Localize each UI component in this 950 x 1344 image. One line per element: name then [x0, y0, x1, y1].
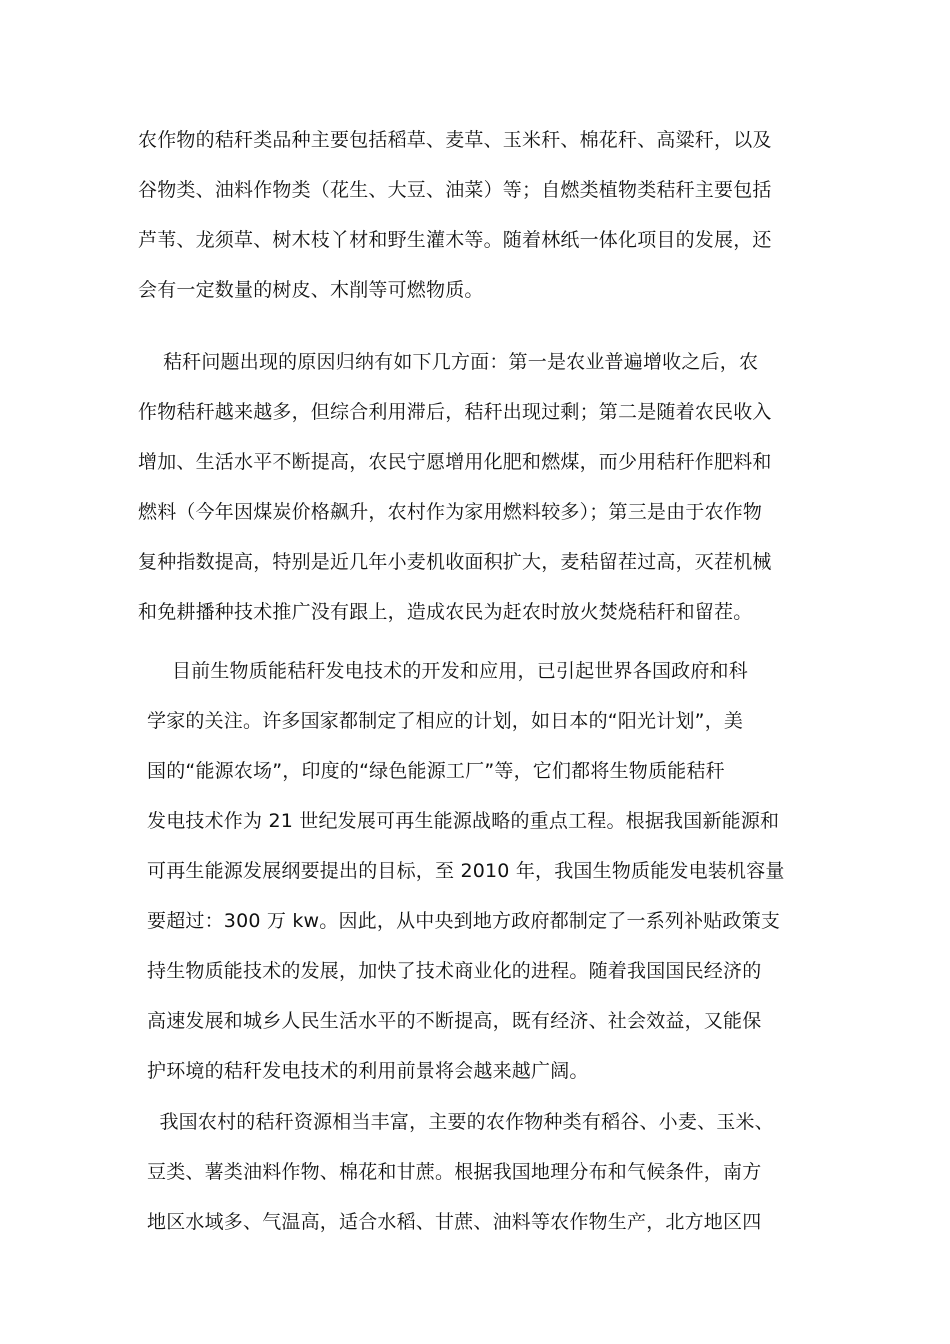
text-line: 秸秆问题出现的原因归纳有如下几方面：第一是农业普遍增收之后，农 — [138, 351, 759, 373]
text-line: 芦苇、龙须草、树木枝丫材和野生灌木等。随着林纸一体化项目的发展，还 — [138, 229, 772, 251]
text-line: 和免耕播种技术推广没有跟上，造成农民为赶农时放火焚烧秸秆和留茬。 — [138, 601, 753, 623]
text-line: 目前生物质能秸秆发电技术的开发和应用，已引起世界各国政府和科 — [147, 660, 748, 682]
text-line: 豆类、薯类油料作物、棉花和甘蔗。根据我国地理分布和气候条件，南方 — [147, 1161, 762, 1183]
text-line: 持生物质能技术的发展，加快了技术商业化的进程。随着我国国民经济的 — [147, 960, 762, 982]
text-line: 可再生能源发展纲要提出的目标，至 2010 年，我国生物质能发电装机容量 — [147, 860, 785, 882]
text-line: 要超过：300 万 kw。因此，从中央到地方政府都制定了一系列补贴政策支 — [147, 910, 781, 932]
text-line: 燃料（今年因煤炭价格飙升，农村作为家用燃料较多）；第三是由于农作物 — [138, 501, 763, 523]
text-line: 增加、生活水平不断提高，农民宁愿增用化肥和燃煤，而少用秸秆作肥料和 — [138, 451, 772, 473]
text-line: 护环境的秸秆发电技术的利用前景将会越来越广阔。 — [147, 1060, 589, 1082]
text-line: 我国农村的秸秆资源相当丰富，主要的农作物种类有稻谷、小麦、玉米、 — [147, 1111, 774, 1133]
text-line: 国的“能源农场”，印度的“绿色能源工厂”等，它们都将生物质能秸秆 — [147, 760, 725, 782]
text-line: 作物秸秆越来越多，但综合利用滞后，秸秆出现过剩；第二是随着农民收入 — [138, 401, 772, 423]
text-line: 地区水域多、气温高，适合水稻、甘蔗、油料等农作物生产，北方地区四 — [147, 1211, 762, 1233]
text-line: 高速发展和城乡人民生活水平的不断提高，既有经济、社会效益，又能保 — [147, 1010, 762, 1032]
text-line: 发电技术作为 21 世纪发展可再生能源战略的重点工程。根据我国新能源和 — [147, 810, 780, 832]
text-line: 会有一定数量的树皮、木削等可燃物质。 — [138, 279, 484, 301]
text-line: 农作物的秸秆类品种主要包括稻草、麦草、玉米秆、棉花秆、高粱秆，以及 — [138, 129, 772, 151]
text-line: 学家的关注。许多国家都制定了相应的计划，如日本的“阳光计划”，美 — [147, 710, 744, 732]
text-line: 复种指数提高，特别是近几年小麦机收面积扩大，麦秸留茬过高，灭茬机械 — [138, 551, 772, 573]
text-line: 谷物类、油料作物类（花生、大豆、油菜）等；自燃类植物类秸秆主要包括 — [138, 179, 772, 201]
